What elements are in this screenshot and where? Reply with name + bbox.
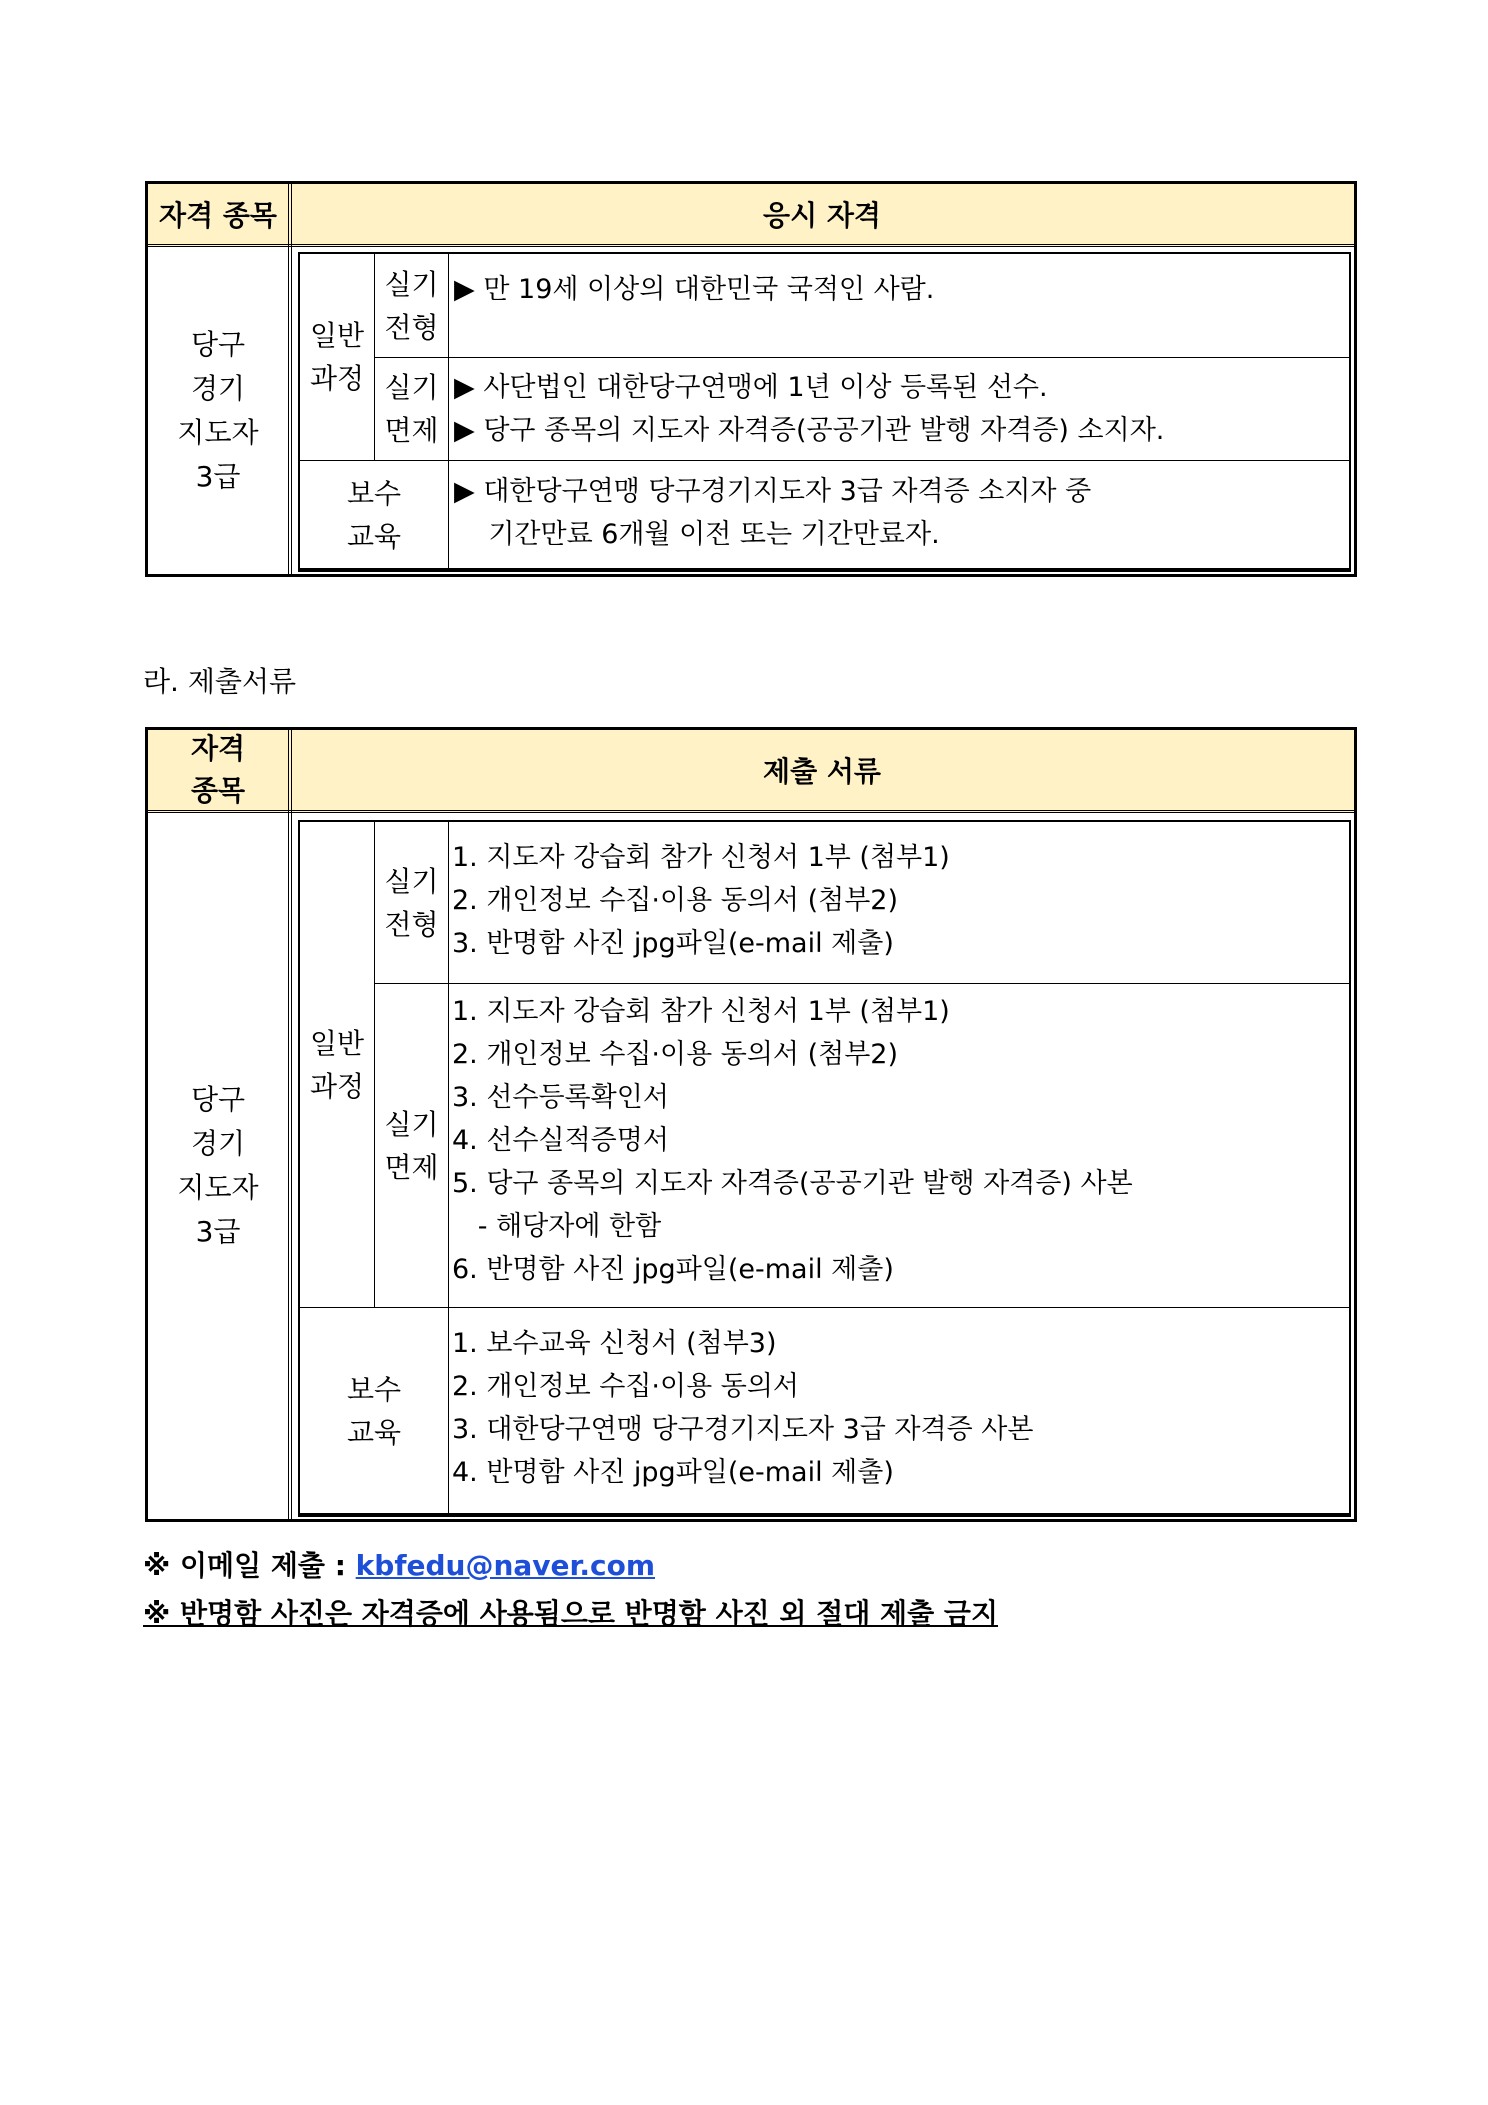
subject-cell: 당구 경기 지도자 3급: [177, 327, 259, 493]
row-divider: [300, 1307, 1349, 1308]
email-note-prefix: ※ 이메일 제출 :: [143, 1549, 356, 1582]
content-line: 기간만료 6개월 이전 또는 기간만료자.: [454, 519, 940, 550]
content-line: 2. 개인정보 수집·이용 동의서 (첨부2): [452, 1039, 898, 1070]
content-line: ▶ 당구 종목의 지도자 자격증(공공기관 발행 자격증) 소지자.: [454, 415, 1165, 446]
row-label-practical-exam: 실기 전형: [384, 864, 439, 941]
content-line: 5. 당구 종목의 지도자 자격증(공공기관 발행 자격증) 사본: [452, 1168, 1133, 1199]
row-content-practical-exam: [452, 836, 950, 965]
subject-cell: 당구 경기 지도자 3급: [177, 1083, 259, 1248]
content-line: 1. 지도자 강습회 참가 신청서 1부 (첨부1): [452, 842, 950, 873]
cell-divider: [448, 822, 449, 1513]
row-content-practical-exam: [454, 268, 934, 311]
table-header: [148, 184, 1354, 247]
content-line: ▶ 만 19세 이상의 대한민국 국적인 사람.: [454, 274, 935, 305]
column-divider: [288, 730, 289, 1519]
content-line: ▶ 대한당구연맹 당구경기지도자 3급 자격증 소지자 중: [454, 476, 1092, 507]
row-content-refresher: [452, 1322, 1033, 1494]
row-label-refresher: 보수 교육: [346, 1372, 402, 1449]
content-line: 4. 선수실적증명서: [452, 1125, 669, 1156]
content-line: 2. 개인정보 수집·이용 동의서: [452, 1371, 799, 1402]
email-note: [143, 1542, 998, 1590]
section-title: 라. 제출서류: [143, 665, 297, 698]
content-line: 6. 반명함 사진 jpg파일(e-mail 제출): [452, 1254, 894, 1285]
content-line: ▶ 사단법인 대한당구연맹에 1년 이상 등록된 선수.: [454, 372, 1048, 403]
row-divider: [374, 983, 1349, 984]
row-divider: [300, 460, 1349, 461]
row-content-practical-exempt: [454, 366, 1164, 452]
column-divider: [288, 184, 289, 574]
notes: [143, 1542, 998, 1638]
row-label-refresher: 보수 교육: [346, 476, 402, 553]
header-qualification: 응시 자격: [763, 199, 881, 232]
inner-table: [298, 820, 1351, 1517]
content-line: 1. 지도자 강습회 참가 신청서 1부 (첨부1): [452, 996, 950, 1027]
row-content-refresher: [454, 470, 1091, 556]
content-line: - 해당자에 한함: [452, 1211, 662, 1242]
general-course-cell: 일반 과정: [309, 1026, 365, 1103]
row-label-practical-exam: 실기 전형: [384, 267, 439, 344]
photo-warning-note: ※ 반명함 사진은 자격증에 사용됨으로 반명함 사진 외 절대 제출 금지: [143, 1597, 999, 1630]
email-link[interactable]: kbfedu@naver.com: [355, 1549, 656, 1582]
row-divider: [374, 357, 1349, 358]
column-divider: [291, 184, 292, 574]
documents-table: [145, 727, 1357, 1522]
inner-table: [298, 252, 1351, 572]
row-content-practical-exempt: [452, 990, 1133, 1291]
qualification-table: [145, 181, 1357, 577]
content-line: 3. 선수등록확인서: [452, 1082, 669, 1113]
header-subject: 자격 종목: [159, 199, 277, 232]
header-documents: 제출 서류: [763, 755, 881, 788]
header-subject: 자격 종목: [190, 732, 246, 807]
general-course-cell: 일반 과정: [309, 319, 365, 395]
column-divider: [291, 730, 292, 1519]
content-line: 3. 대한당구연맹 당구경기지도자 3급 자격증 사본: [452, 1414, 1034, 1445]
content-line: 4. 반명함 사진 jpg파일(e-mail 제출): [452, 1457, 894, 1488]
content-line: 3. 반명함 사진 jpg파일(e-mail 제출): [452, 928, 894, 959]
content-line: 2. 개인정보 수집·이용 동의서 (첨부2): [452, 885, 898, 916]
table-header: [148, 730, 1354, 813]
row-label-practical-exempt: 실기 면제: [384, 371, 439, 447]
cell-divider: [448, 254, 449, 568]
content-line: 1. 보수교육 신청서 (첨부3): [452, 1328, 777, 1359]
row-label-practical-exempt: 실기 면제: [384, 1107, 439, 1184]
